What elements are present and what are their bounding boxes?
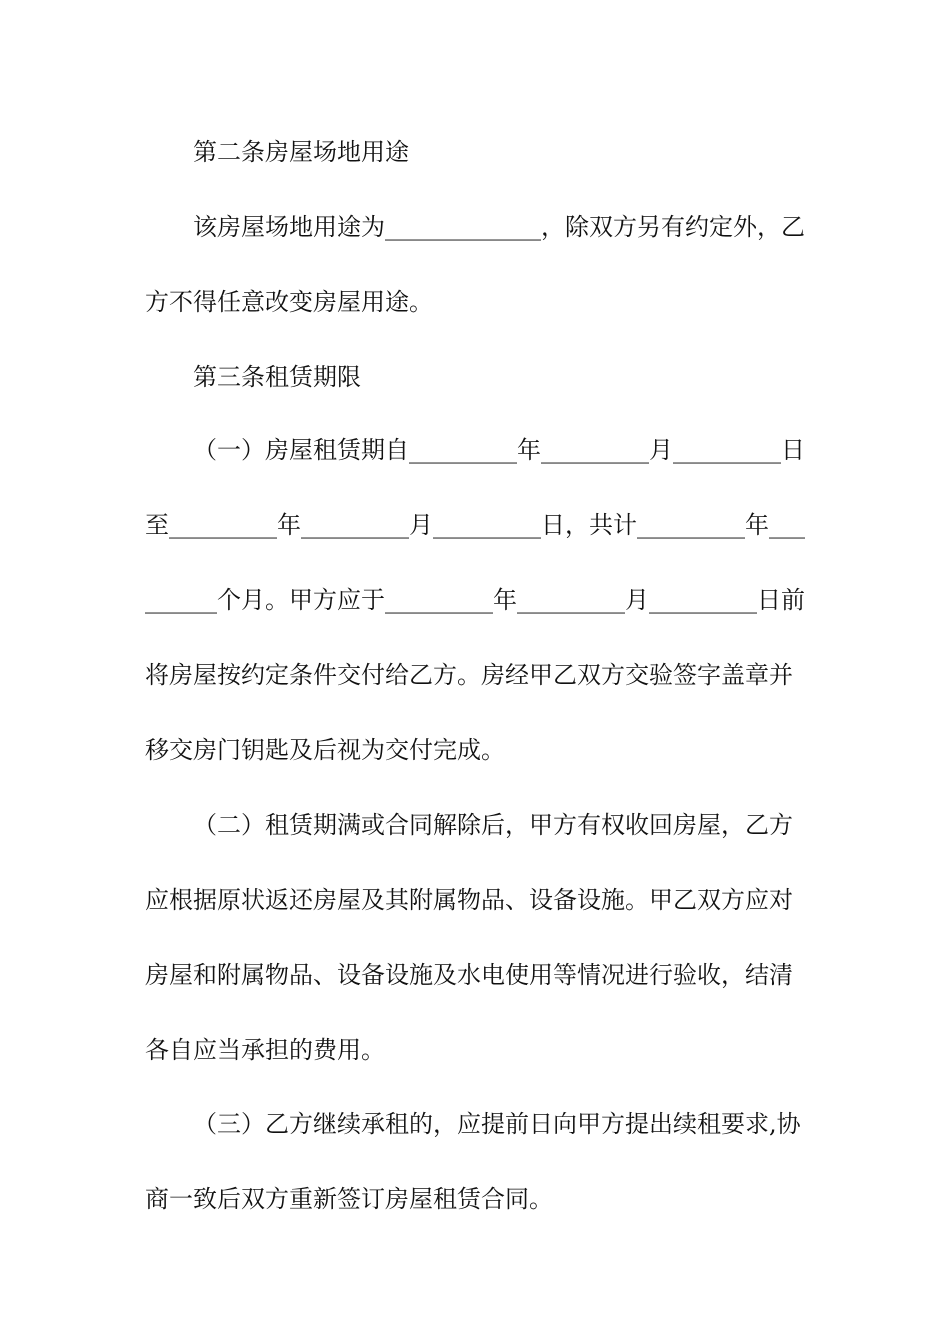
paragraph-line: 房屋和附属物品、设备设施及水电使用等情况进行验收，结清 xyxy=(145,961,793,989)
paragraph-line: 至_________年_________月_________日，共计_________年___ xyxy=(145,511,805,539)
paragraph-line: （一）房屋租赁期自_________年_________月_________日 xyxy=(193,436,805,464)
paragraph-line: 商一致后双方重新签订房屋租赁合同。 xyxy=(145,1185,553,1213)
paragraph-line: 应根据原状返还房屋及其附属物品、设备设施。甲乙双方应对 xyxy=(145,886,793,914)
paragraph-line: 移交房门钥匙及后视为交付完成。 xyxy=(145,736,505,764)
paragraph-line: （二）租赁期满或合同解除后，甲方有权收回房屋，乙方 xyxy=(193,811,793,839)
article-2-heading: 第二条房屋场地用途 xyxy=(193,138,409,166)
paragraph-line: 方不得任意改变房屋用途。 xyxy=(145,288,433,316)
paragraph-line: （三）乙方继续承租的，应提前日向甲方提出续租要求,协 xyxy=(193,1110,801,1138)
article-3-heading: 第三条租赁期限 xyxy=(193,363,361,391)
paragraph-line: 该房屋场地用途为_____________，除双方另有约定外，乙 xyxy=(193,213,805,241)
paragraph-line: 各自应当承担的费用。 xyxy=(145,1036,385,1064)
paragraph-line: 将房屋按约定条件交付给乙方。房经甲乙双方交验签字盖章并 xyxy=(145,661,793,689)
paragraph-line: ______个月。甲方应于_________年_________月_________日前 xyxy=(145,586,805,614)
